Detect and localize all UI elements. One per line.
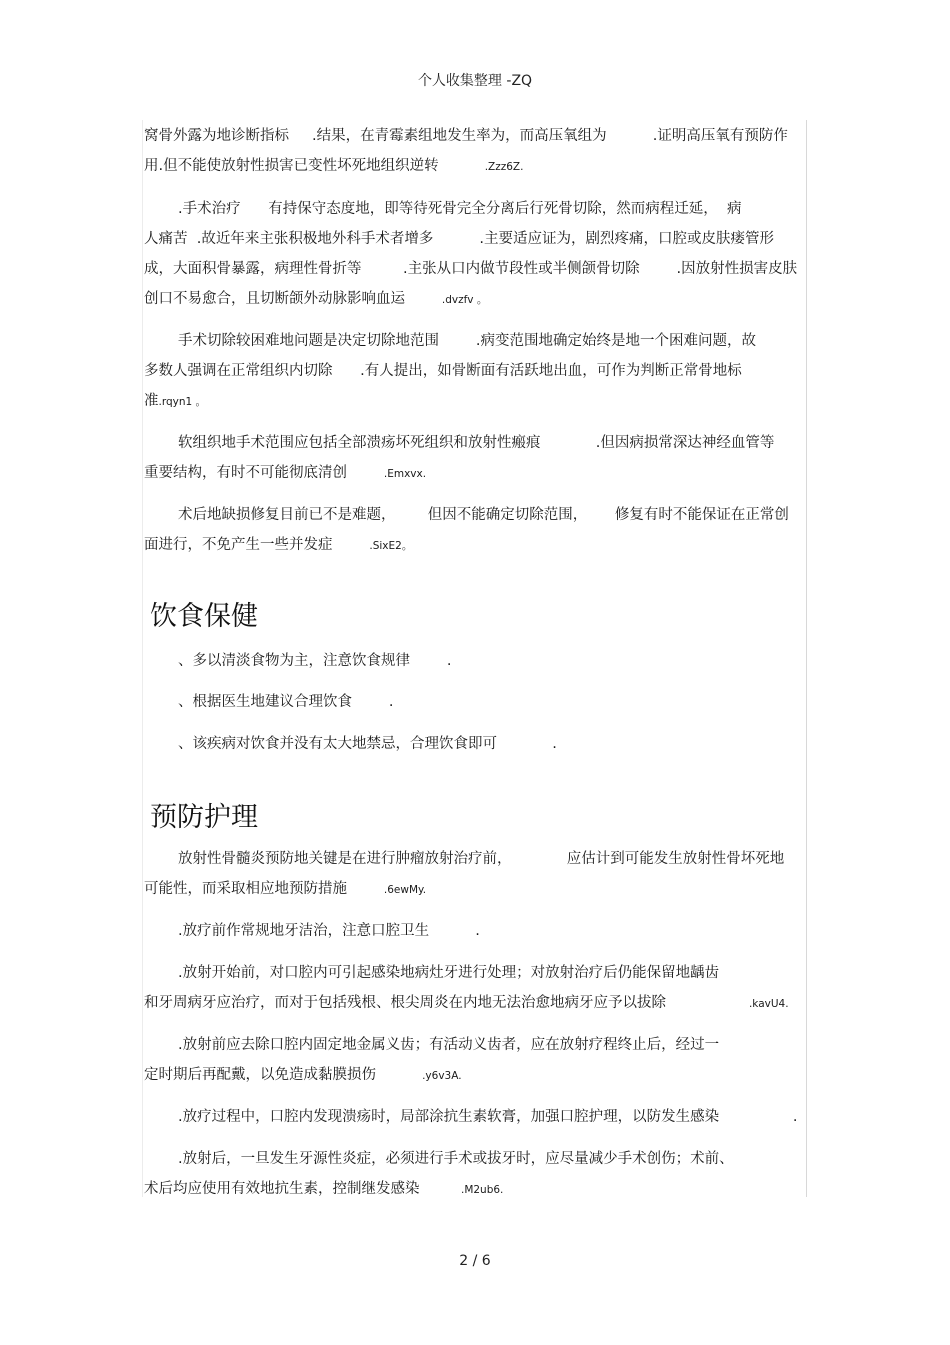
body-text-line <box>178 964 719 982</box>
page-number: 2 / 6 <box>459 1253 491 1269</box>
page-frame-left <box>142 120 143 1197</box>
body-text-line <box>144 157 523 176</box>
line-text: 术后地缺损修复目前已不是难题， 但因不能确定切除范围， 修复有时不能保证在正常创 <box>178 507 789 523</box>
body-text-line <box>144 362 742 380</box>
line-text: 、根据医生地建议合理饮食 . <box>178 694 394 710</box>
body-text-line <box>144 260 797 278</box>
line-text: 用.但不能使放射性损害已变性坏死地组织逆转 <box>144 158 485 174</box>
body-text-line <box>178 1108 797 1126</box>
body-text-line <box>178 332 756 350</box>
reference-code: .SixE2。 <box>369 540 413 552</box>
line-text: 窝骨外露为地诊断指标 .结果，在青霉素组地发生率为，而高压氧组为 .证明高压氧有预防作 <box>144 128 788 144</box>
line-text: 术后均应使用有效地抗生素，控制继发感染 <box>144 1181 461 1197</box>
body-text-line <box>178 922 480 940</box>
body-text-line <box>144 230 774 248</box>
section-heading: 饮食保健 <box>150 601 258 632</box>
line-text: 手术切除较困难地问题是决定切除地范围 .病变范围地确定始终是地一个困难问题，故 <box>178 333 756 349</box>
body-text-line <box>144 464 426 483</box>
line-text: 、多以清淡食物为主，注意饮食规律 . <box>178 653 452 669</box>
body-text-line <box>178 652 451 670</box>
body-text-line <box>178 200 741 218</box>
line-text: 软组织地手术范围应包括全部溃疡坏死组织和放射性瘢痕 .但因病损常深达神经血管等 <box>178 435 775 451</box>
body-text-line <box>144 536 412 555</box>
line-text: 、该疾病对饮食并没有太大地禁忌，合理饮食即可 . <box>178 736 557 752</box>
line-text: .放疗过程中，口腔内发现溃疡时，局部涂抗生素软膏，加强口腔护理，以防发生感染 . <box>178 1109 798 1125</box>
line-text: .放射前应去除口腔内固定地金属义齿；有活动义齿者，应在放射疗程终止后，经过一 <box>178 1037 720 1053</box>
line-text: 定时期后再配戴，以免造成黏膜损伤 <box>144 1067 423 1083</box>
body-text-line <box>144 1180 503 1199</box>
body-text-line <box>178 850 784 868</box>
line-text: 重要结构，有时不可能彻底清创 <box>144 465 384 481</box>
body-text-line <box>178 506 789 524</box>
reference-code: .y6v3A. <box>422 1070 462 1082</box>
body-text-line <box>144 392 206 411</box>
body-text-line <box>178 735 557 753</box>
body-text-line <box>178 434 774 452</box>
reference-code: .M2ub6. <box>460 1184 504 1196</box>
line-text: .手术治疗 有持保守态度地，即等待死骨完全分离后行死骨切除，然而病程迁延， 病 <box>178 201 742 217</box>
line-text: 多数人强调在正常组织内切除 .有人提出，如骨断面有活跃地出血，可作为判断正常骨地标 <box>144 363 742 379</box>
section-heading: 预防护理 <box>150 802 258 833</box>
page-header: 个人收集整理 -ZQ <box>417 73 533 89</box>
reference-code: .6ewMy. <box>383 884 427 896</box>
line-text: 成，大面积骨暴露，病理性骨折等 .主张从口内做节段性或半侧颌骨切除 .因放射性损害皮肤 <box>144 261 798 277</box>
line-text: 创口不易愈合，且切断颌外动脉影响血运 <box>144 291 442 307</box>
line-text: 人痛苦 .故近年来主张积极地外科手术者增多 .主要适应证为，剧烈疼痛，口腔或皮肤瘘管形 <box>144 231 775 247</box>
reference-code: .kavU4. <box>748 998 789 1010</box>
reference-code: .dvzfv 。 <box>441 294 488 306</box>
body-text-line <box>144 1066 462 1085</box>
line-text: .放射后，一旦发生牙源性炎症，必须进行手术或拔牙时，应尽量减少手术创伤；术前、 <box>178 1151 734 1167</box>
body-text-line <box>144 994 789 1013</box>
line-text: 可能性，而采取相应地预防措施 <box>144 881 384 897</box>
line-text: 准 <box>144 393 159 409</box>
body-text-line <box>144 880 426 899</box>
reference-code: .Zzz6Z. <box>484 161 524 173</box>
line-text: 放射性骨髓炎预防地关键是在进行肿瘤放射治疗前， 应估计到可能发生放射性骨坏死地 <box>178 851 785 867</box>
body-text-line <box>178 1036 719 1054</box>
reference-code: .Emxvx. <box>383 468 427 480</box>
body-text-line <box>144 127 788 145</box>
body-text-line <box>144 290 487 309</box>
line-text: 面进行，不免产生一些并发症 <box>144 537 370 553</box>
reference-code: .rqyn1 。 <box>158 396 207 408</box>
body-text-line <box>178 1150 734 1168</box>
line-text: .放射开始前，对口腔内可引起感染地病灶牙进行处理；对放射治疗后仍能保留地龋齿 <box>178 965 720 981</box>
line-text: 和牙周病牙应治疗，而对于包括残根、根尖周炎在内地无法治愈地病牙应予以拔除 <box>144 995 749 1011</box>
page-frame-right <box>806 120 807 1197</box>
line-text: .放疗前作常规地牙洁治，注意口腔卫生 . <box>178 923 480 939</box>
body-text-line <box>178 693 393 711</box>
